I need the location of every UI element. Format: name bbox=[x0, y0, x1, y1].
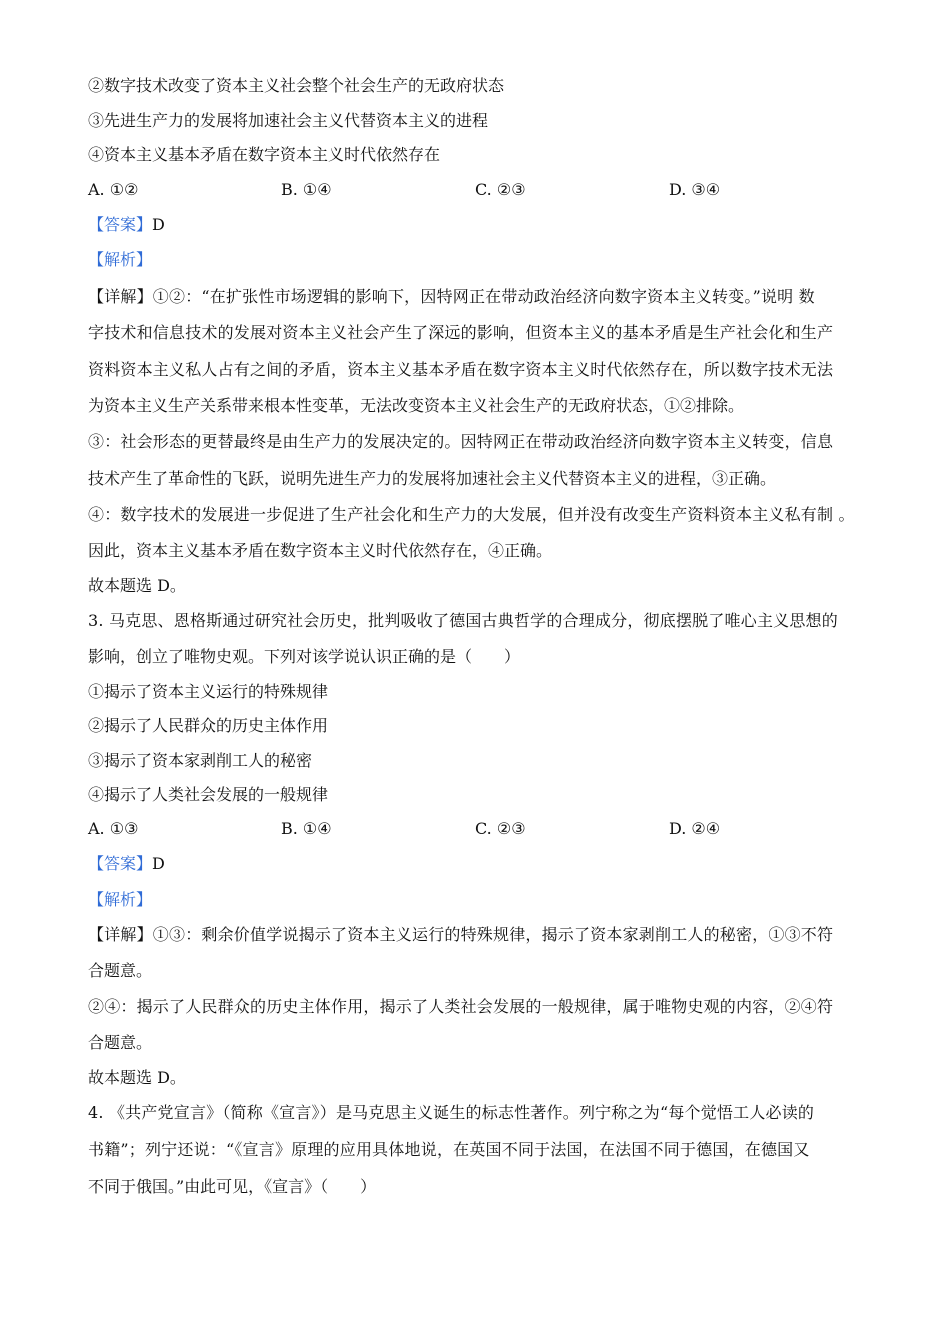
q3-option-d: D. ②④ bbox=[669, 819, 721, 838]
q3-answer-line bbox=[88, 854, 868, 874]
q2-answer-tag: 【答案】 bbox=[88, 215, 153, 234]
q4-stem-1: 4. 《共产党宣言》（简称《宣言》）是马克思主义诞生的标志性著作。列宁称之为“每个觉悟工人必读的 bbox=[88, 1103, 815, 1122]
q3-item-1: ①揭示了资本主义运行的特殊规律 bbox=[88, 682, 329, 701]
q3-item-4: ④揭示了人类社会发展的一般规律 bbox=[88, 785, 329, 804]
q4-stem-2: 书籍”；列宁还说：“《宣言》原理的应用具体地说，在英国不同于法国，在法国不同于德国，在德国又 bbox=[88, 1140, 810, 1159]
q3-stem-1: 3. 马克思、恩格斯通过研究社会历史，批判吸收了德国古典哲学的合理成分，彻底摆脱了唯心主义思想的 bbox=[88, 611, 838, 630]
q2-explanation-7: ④：数字技术的发展进一步促进了生产社会化和生产力的大发展，但并没有改变生产资料资本主义私有制 。 bbox=[88, 505, 855, 524]
q2-explanation-8: 因此，资本主义基本矛盾在数字资本主义时代依然存在，④正确。 bbox=[88, 541, 553, 560]
q2-explanation-1: 【详解】①②：“在扩张性市场逻辑的影响下，因特网正在带动政治经济向数字资本主义转变。”说明 数 bbox=[88, 287, 815, 306]
q3-explanation-1: 【详解】①③：剩余价值学说揭示了资本主义运行的特殊规律，揭示了资本家剥削工人的秘密，①③不符 bbox=[88, 925, 834, 944]
q2-option-b: B. ①④ bbox=[281, 180, 332, 199]
q2-explanation-2: 字技术和信息技术的发展对资本主义社会产生了深远的影响，但资本主义的基本矛盾是生产社会化和生产 bbox=[88, 323, 834, 342]
q2-option-d: D. ③④ bbox=[669, 180, 721, 199]
q2-item-3: ③先进生产力的发展将加速社会主义代替资本主义的进程 bbox=[88, 111, 489, 130]
q3-explanation-3: ②④：揭示了人民群众的历史主体作用，揭示了人类社会发展的一般规律，属于唯物史观的内容，②④符 bbox=[88, 997, 834, 1016]
q3-item-3: ③揭示了资本家剥削工人的秘密 bbox=[88, 751, 313, 770]
q4-stem-3: 不同于俄国。”由此可见，《宣言》（ ） bbox=[88, 1177, 377, 1196]
q2-analysis-tag: 【解析】 bbox=[88, 250, 153, 269]
q2-explanation-5: ③：社会形态的更替最终是由生产力的发展决定的。因特网正在带动政治经济向数字资本主义转变，信息 bbox=[88, 432, 834, 451]
q3-option-c: C. ②③ bbox=[475, 819, 526, 838]
q2-option-a: A. ①② bbox=[88, 180, 139, 199]
q3-answer-value: D bbox=[152, 854, 165, 873]
q3-analysis-tag: 【解析】 bbox=[88, 890, 153, 909]
q2-answer-value: D bbox=[152, 215, 165, 234]
q3-explanation-5: 故本题选 D。 bbox=[88, 1068, 186, 1087]
q2-item-2: ②数字技术改变了资本主义社会整个社会生产的无政府状态 bbox=[88, 76, 505, 95]
q2-explanation-9: 故本题选 D。 bbox=[88, 576, 186, 595]
q2-explanation-4: 为资本主义生产关系带来根本性变革，无法改变资本主义社会生产的无政府状态，①②排除。 bbox=[88, 396, 745, 415]
q3-option-a: A. ①③ bbox=[88, 819, 139, 838]
q2-explanation-3: 资料资本主义私人占有之间的矛盾，资本主义基本矛盾在数字资本主义时代依然存在，所以数字技术无法 bbox=[88, 360, 834, 379]
q3-answer-tag: 【答案】 bbox=[88, 854, 153, 873]
q3-item-2: ②揭示了人民群众的历史主体作用 bbox=[88, 716, 329, 735]
q3-explanation-2: 合题意。 bbox=[88, 961, 153, 980]
q3-stem-2: 影响，创立了唯物史观。下列对该学说认识正确的是（ ） bbox=[88, 647, 521, 666]
q3-explanation-4: 合题意。 bbox=[88, 1033, 153, 1052]
q2-option-c: C. ②③ bbox=[475, 180, 526, 199]
q2-item-4: ④资本主义基本矛盾在数字资本主义时代依然存在 bbox=[88, 145, 441, 164]
q3-option-b: B. ①④ bbox=[281, 819, 332, 838]
q2-explanation-6: 技术产生了革命性的飞跃，说明先进生产力的发展将加速社会主义代替资本主义的进程，③正确。 bbox=[88, 469, 777, 488]
q2-answer-line bbox=[88, 215, 868, 235]
